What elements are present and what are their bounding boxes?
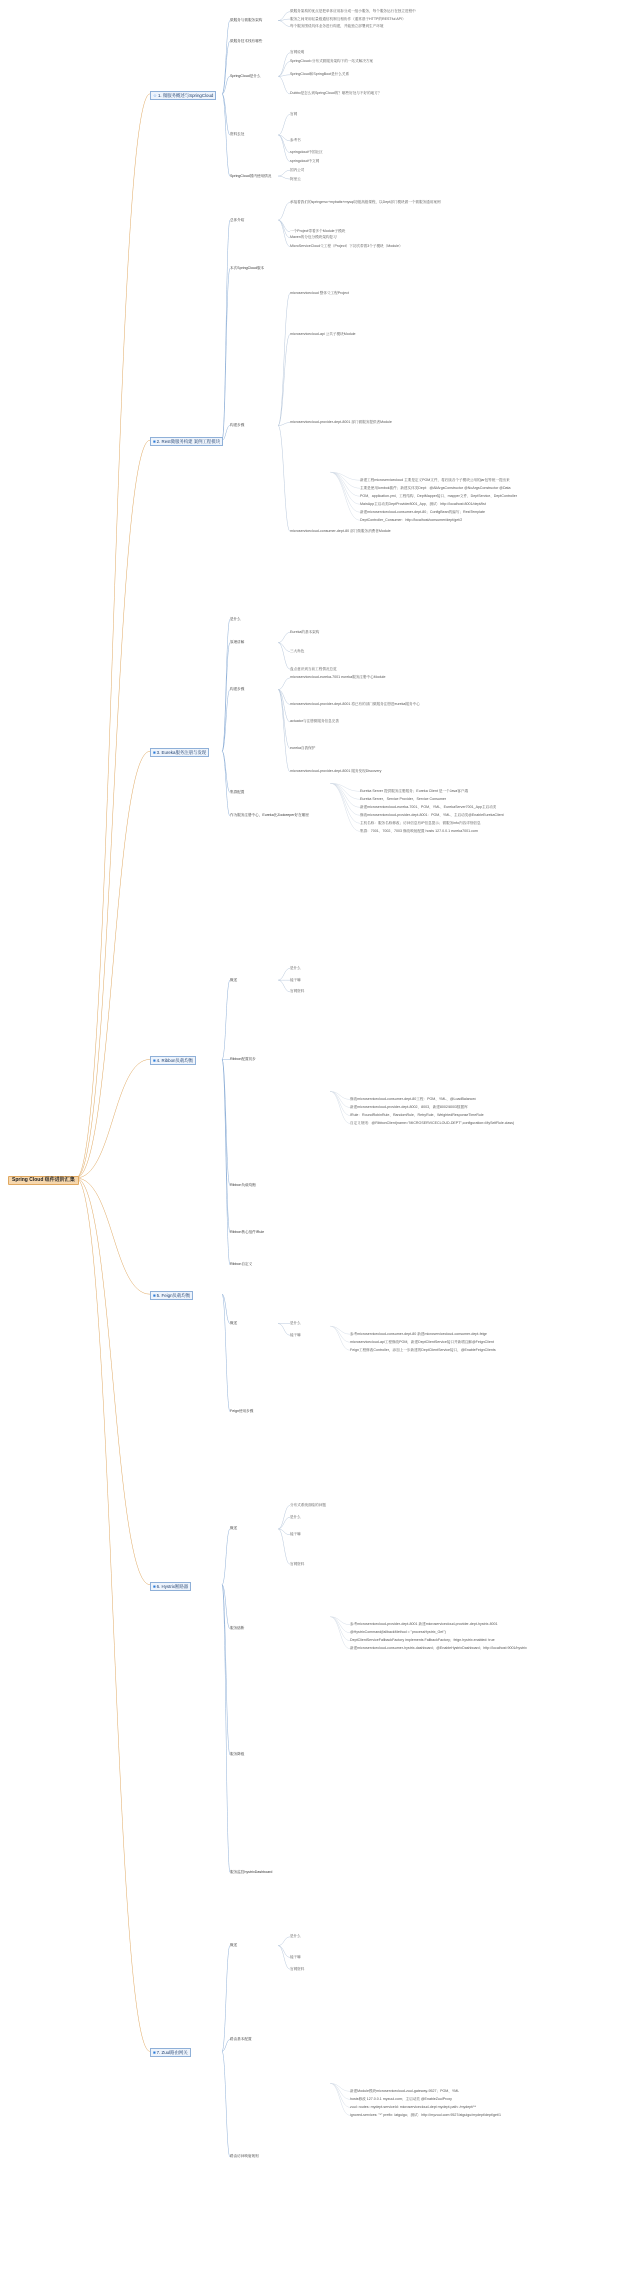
main-topic-7 <box>150 2048 191 2057</box>
connector-line <box>278 176 290 179</box>
detail-topic: 国内公司 <box>290 167 305 172</box>
detail-topic: 官网资料 <box>290 1561 305 1566</box>
connector-line <box>330 472 360 520</box>
connector-line <box>330 2083 350 2099</box>
subtopic: Ribbon负载均衡 <box>230 1183 256 1188</box>
subtopic: 总体介绍 <box>230 217 245 222</box>
connector-line <box>222 94 230 176</box>
connector-line <box>278 1946 290 1958</box>
main-topic-2 <box>150 437 223 446</box>
detail-note: 参考microservicecloud-provider-dept-8001 新建microservicecloud-provider-dept-hystrix-8001 <box>350 1622 498 1627</box>
detail-topic: SpringCloud=分布式微服务架构下的一站式解决方案 <box>290 59 373 64</box>
connector-line <box>330 2083 350 2107</box>
connector-line <box>330 1326 350 1350</box>
connector-line <box>330 1617 350 1633</box>
subtopic: SpringCloud国内使用情况 <box>230 173 272 178</box>
subtopic: 微服务技术栈有哪些 <box>230 38 263 43</box>
connector-line <box>222 980 230 1059</box>
connector-line <box>330 783 360 831</box>
connector-line <box>278 632 290 642</box>
detail-topic: microservicecloud-api 公共子模块Module <box>290 332 356 337</box>
connector-line <box>278 1946 290 1969</box>
connector-line <box>330 472 360 512</box>
topic-marker-icon: ☆ <box>153 92 157 98</box>
connector-line <box>330 1326 350 1334</box>
detail-topic: Maven的分包分模块架构复习 <box>290 235 337 240</box>
detail-note: 参考microservicecloud-consumer-dept-80 新建microservicecloud-consumer-dept-feign <box>350 1331 488 1336</box>
detail-topic: Eureka的基本架构 <box>290 629 320 634</box>
subtopic: 资料去处 <box>230 132 245 137</box>
detail-note: Feign工程修改Controller，添加上一步新建的DeptClientService接口，@EnableFeignClients <box>350 1347 496 1352</box>
connector-line <box>76 1178 150 1585</box>
connector-line <box>76 440 150 1178</box>
detail-note: 集群：7001、7002、7003 修改映射配置 hosts 127.0.0.1 eureka7001.com <box>360 828 478 833</box>
connector-line <box>76 751 150 1178</box>
detail-topic: 阿里云 <box>290 176 301 181</box>
connector-line <box>330 1617 350 1649</box>
connector-line <box>278 19 290 20</box>
connector-line <box>222 1946 230 2052</box>
connector-line <box>330 1326 350 1342</box>
connector-line <box>222 94 230 135</box>
detail-topic: 官网说明 <box>290 50 305 55</box>
detail-topic: 每个服务围绕具体业务进行构建，并能独立部署到生产环境 <box>290 23 384 28</box>
detail-note: microservicecloud-api工程修改POM，新建DeptClientService接口并新增注解@FeignClient <box>350 1339 494 1344</box>
topic-marker-icon: ■ <box>153 2050 156 2056</box>
detail-note: 新建microservicecloud-consumer-dept-80；ConfigBean的编写；RestTemplate <box>360 509 486 514</box>
detail-note: 新建工程microservicecloud 主要是定义POM文件，将后续各个子模块公用的jar包等统一提出来 <box>360 477 510 482</box>
detail-note: Eureka Server 提供服务注册服务；Eureka Client 是一个Java客户端 <box>360 788 469 793</box>
subtopic: Ribbon配置初步 <box>230 1056 256 1061</box>
subtopic: 服务熔断 <box>230 1626 245 1631</box>
connector-line <box>278 1517 290 1529</box>
connector-line <box>330 783 360 823</box>
detail-note: DeptController_Consumer：http://localhost/consumer/dept/get/2 <box>360 517 463 522</box>
detail-topic: 能干嘛 <box>290 1332 301 1337</box>
connector-line <box>278 968 290 980</box>
detail-topic: 官网资料 <box>290 1966 305 1971</box>
root-topic: Spring Cloud 组件进阶汇集 <box>8 1176 79 1185</box>
connector-line <box>330 472 360 504</box>
connector-line <box>278 1324 290 1336</box>
main-topic-label: 2. Rest微服务构建 案例工程模块 <box>156 439 221 445</box>
connector-line <box>222 220 230 440</box>
subtopic: 微服务与微服务架构 <box>230 18 263 23</box>
connector-line <box>330 783 360 799</box>
detail-note: 新建microservicecloud-consumer-hystrix-dashboard；@EnableHystrixDashboard；http://localhost:9001/hystrix <box>350 1646 527 1651</box>
connector-line <box>278 690 290 772</box>
connector-line <box>330 1091 350 1115</box>
detail-note: 新建microservicecloud-provider-dept-8002、8003，新建8002/8003数据库 <box>350 1104 468 1109</box>
connector-line <box>222 269 230 441</box>
connector-line <box>330 472 360 488</box>
subtopic: 概述 <box>230 1321 238 1325</box>
connector-line <box>278 1937 290 1946</box>
connector-line <box>278 426 290 532</box>
connector-line <box>76 94 150 1178</box>
connector-line <box>330 1091 350 1123</box>
detail-topic: 服务之间采用轻量级通信机制互相协作（通常基于HTTP的RESTful API） <box>290 16 406 21</box>
connector-line <box>278 220 290 246</box>
main-topic-label: 7. Zuul路由网关 <box>156 2050 188 2056</box>
connector-line <box>222 751 230 816</box>
detail-topic: 承接着我们的springmvc+mybatis+mysql初级高级课程，以Dept部门模块做一个微服务通用案例 <box>290 199 441 204</box>
detail-topic: microservicecloud 整体父工程Project <box>290 290 349 295</box>
detail-topic: 一个Project带着多个Module子模块 <box>290 229 346 234</box>
detail-topic: Dubbo是怎么到SpringCloud的？哪些好处与不好的地方？ <box>290 91 382 96</box>
connector-line <box>278 135 290 161</box>
topic-marker-icon: ■ <box>153 750 156 756</box>
subtopic: 原理讲解 <box>230 640 245 645</box>
subtopic: 概述 <box>230 1526 238 1531</box>
detail-topic: 三大角色 <box>290 648 305 653</box>
connector-line <box>278 220 290 232</box>
connector-line <box>278 1505 290 1528</box>
subtopic: 集群配置 <box>230 789 245 794</box>
detail-topic: springcloud中文网 <box>290 158 320 163</box>
detail-topic: 官网 <box>290 111 298 116</box>
detail-note: 自定义规则：@RibbonClient(name="MICROSERVICECLOUD-DEPT",configuration=MySelfRule.class) <box>350 1120 515 1125</box>
main-topic-label: 5. Feign负载均衡 <box>156 1293 191 1299</box>
detail-topic: SpringCloud和SpringBoot是什么关系 <box>290 72 350 77</box>
detail-note: 修改microservicecloud-provider-dept-8001：POM、YML、主启动类@EnableEurekaClient <box>360 812 504 817</box>
connector-line <box>278 643 290 669</box>
detail-topic: 参考书 <box>290 138 301 143</box>
detail-note: zuul: routes: mydept.serviceId: microservicecloud-dept mydept.path: /mydept/** <box>350 2104 477 2109</box>
subtopic: 是什么 <box>230 616 241 621</box>
connector-line <box>278 21 290 27</box>
connector-line <box>278 114 290 135</box>
detail-note: 新建Module模块microservicecloud-zuul-gateway-9527；POM、YML <box>350 2088 460 2093</box>
detail-topic: 能干嘛 <box>290 977 301 982</box>
topic-marker-icon: ■ <box>153 1058 156 1064</box>
detail-note: 主要是使用lombok插件；新建实体类Dept：@AllArgsConstructor @NoArgsConstructor @Data <box>360 485 511 490</box>
connector-line <box>222 1059 230 1264</box>
connector-line <box>330 783 360 815</box>
detail-note: MainApp主启动类DeptProvider8001_App、测试：http://localhost:8001/dept/list <box>360 501 486 506</box>
detail-note: DeptClientServiceFallbackFactory implements FallbackFactory；feign.hystrix.enabled: true <box>350 1638 495 1643</box>
detail-note: 新建microservicecloud-eureka-7001、POM、YML、EurekaServer7001_App主启动类 <box>360 804 497 809</box>
connector-line <box>222 1585 230 1873</box>
connector-line <box>278 1529 290 1564</box>
connector-line <box>278 293 290 425</box>
connector-line <box>278 170 290 176</box>
detail-topic: eureka自我保护 <box>290 745 316 750</box>
connector-line <box>222 1059 230 1232</box>
detail-topic: actuator与注册微服务信息完善 <box>290 719 339 724</box>
connector-line <box>222 1294 230 1411</box>
detail-topic: microservicecloud-consumer-dept-80 部门微服务消费者Module <box>290 528 391 533</box>
connector-line <box>278 53 290 76</box>
detail-topic: 是什么 <box>290 1321 301 1325</box>
connector-line <box>222 2051 230 2157</box>
connector-line <box>222 21 230 94</box>
detail-note: IRule：RoundRobinRule、RandomRule、RetryRule、WeightedResponseTimeRule <box>350 1112 484 1117</box>
main-topic-5 <box>150 1291 193 1300</box>
detail-topic: 官网资料 <box>290 989 305 994</box>
detail-topic: 分布式系统面临的问题 <box>290 1502 326 1507</box>
detail-topic: microservicecloud-eureka-7001 eureka服务注册中心Module <box>290 675 386 680</box>
main-topic-label: 3. Eureka服务注册与发现 <box>156 750 207 756</box>
detail-topic: 能干嘛 <box>290 1532 301 1537</box>
detail-topic: 盘点意识到当前工程情况总览 <box>290 666 337 671</box>
detail-topic: MicroServiceCloud父工程（Project）下初次带着3个子模块（Module） <box>290 244 403 248</box>
connector-line <box>222 619 230 751</box>
subtopic: 服务降级 <box>230 1752 245 1757</box>
main-topic-label: 4. Ribbon负载均衡 <box>156 1058 194 1064</box>
main-topic-4 <box>150 1056 196 1065</box>
detail-topic: microservicecloud-provider-dept-8001 部门微服务提供者Module <box>290 420 392 425</box>
subtopic: 作为服务注册中心，Eureka比Zookeeper好在哪里 <box>230 813 309 818</box>
main-topic-label: 6. Hystrix断路器 <box>156 1583 189 1589</box>
connector-line <box>278 76 290 94</box>
subtopic: 构建步骤 <box>230 423 245 428</box>
detail-topic: 能干嘛 <box>290 1954 301 1959</box>
main-topic-label: 1. 微服务概述与SpringCloud <box>157 92 214 98</box>
detail-topic: 是什么 <box>290 1514 301 1519</box>
connector-line <box>278 335 290 426</box>
detail-note: 修改microservicecloud-consumer-dept-80工程：POM、YML、@LoadBalanced <box>350 1096 477 1101</box>
subtopic: 本次SpringCloud版本 <box>230 266 265 271</box>
subtopic: 服务监控hystrixDashboard <box>230 1869 273 1874</box>
subtopic: 构建步骤 <box>230 687 245 692</box>
detail-topic: microservicecloud-provider-dept-8001 将已有的部门微服务注册进eureka服务中心 <box>290 701 420 706</box>
detail-topic: 是什么 <box>290 965 301 970</box>
topic-marker-icon: ■ <box>153 1293 156 1299</box>
detail-note: 主机名称：服务名称修改；访问信息有IP信息提示；微服务info内容详细信息 <box>360 820 481 825</box>
subtopic: Ribbon核心组件IRule <box>230 1230 265 1235</box>
connector-line <box>76 1059 150 1178</box>
connector-line <box>222 1529 230 1585</box>
subtopic: 概述 <box>230 977 238 982</box>
main-topic-3 <box>150 748 209 757</box>
detail-topic: springcloud中国社区 <box>290 150 323 155</box>
subtopic: Ribbon自定义 <box>230 1262 253 1267</box>
detail-topic: 是什么 <box>290 1934 301 1939</box>
subtopic: 路由基本配置 <box>230 2037 252 2042</box>
detail-note: Eureka Server、Service Provider、Service Consumer <box>360 796 447 801</box>
connector-line <box>278 220 290 238</box>
main-topic-6 <box>150 1582 191 1591</box>
topic-marker-icon: ■ <box>153 1583 156 1589</box>
detail-note: hosts修改 127.0.0.1 myzuul.com；主启动类 @EnableZuulProxy <box>350 2096 452 2101</box>
connector-line <box>278 690 290 749</box>
connector-line <box>278 980 290 992</box>
topic-marker-icon: ■ <box>153 439 156 445</box>
detail-note: ignored-services: "*" prefix: /atguigu；测试：http://myzuul.com:9527/atguigu/mydept/dept/get/1 <box>350 2112 501 2117</box>
subtopic: 概述 <box>230 1943 238 1948</box>
detail-topic: microservicecloud-provider-dept-8001 服务发现Discovery <box>290 769 382 774</box>
main-topic-1 <box>150 91 216 100</box>
connector-line <box>330 1617 350 1641</box>
connector-line <box>222 643 230 752</box>
detail-note: @HystrixCommand(fallbackMethod = "processHystrix_Get") <box>350 1630 446 1635</box>
detail-note: POM、application.yml、工程结构、DeptMapper接口、mapper文件、DeptService、DeptController <box>360 493 517 498</box>
subtopic: SpringCloud是什么 <box>230 73 261 78</box>
connector-line <box>330 1091 350 1107</box>
subtopic: Feign使用步骤 <box>230 1409 254 1414</box>
connector-line <box>76 1178 150 1294</box>
connector-line <box>278 202 290 220</box>
subtopic: 路由访问映射规则 <box>230 2154 259 2159</box>
connector-line <box>330 2083 350 2115</box>
connector-line <box>76 1178 150 2051</box>
detail-topic: 微服务架构的优点是把单体应用拆分成一组小服务，每个服务运行在独立进程中 <box>290 9 416 14</box>
connector-line <box>278 678 290 690</box>
